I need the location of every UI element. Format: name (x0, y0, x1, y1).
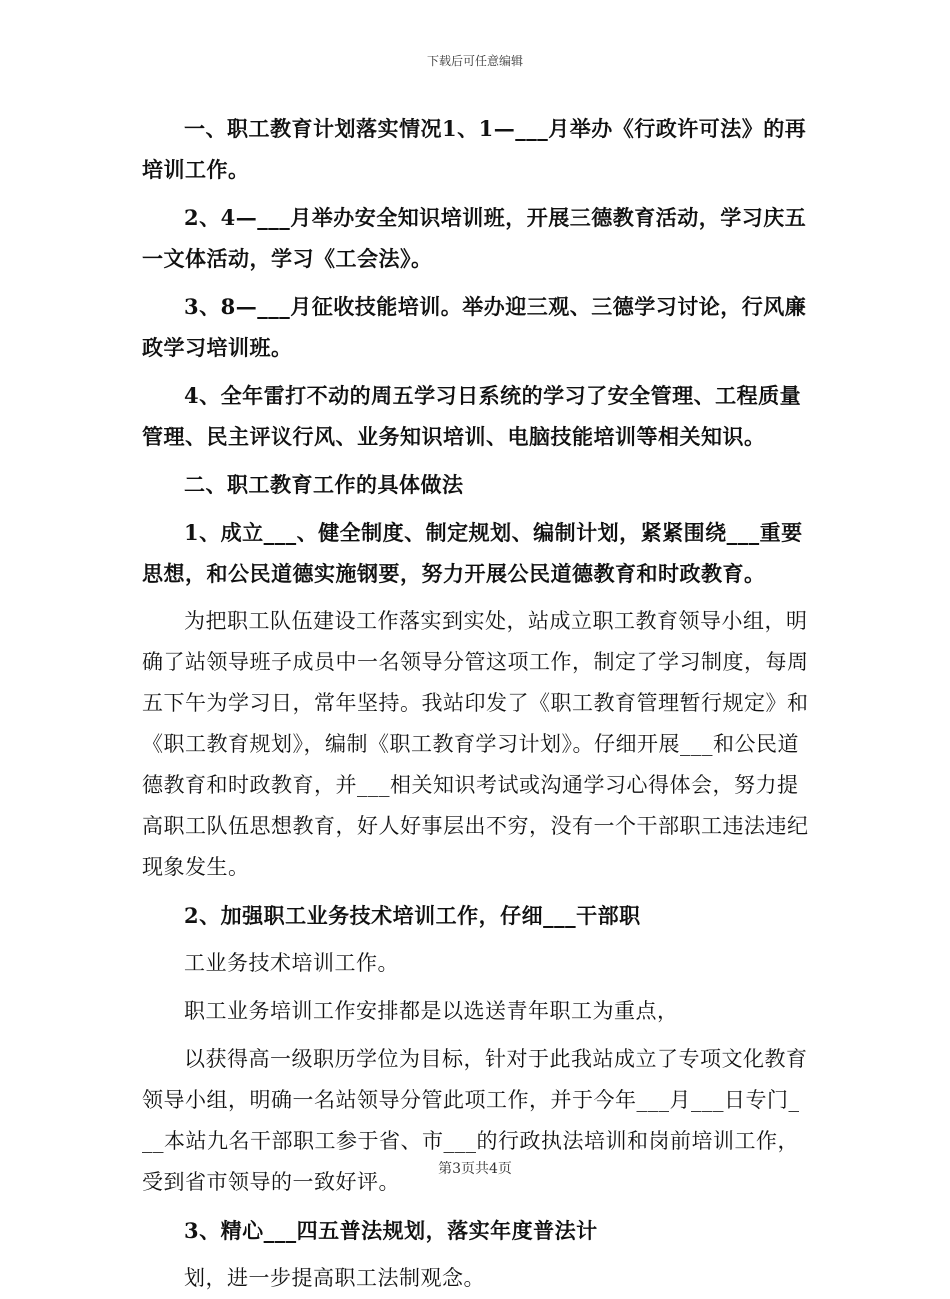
paragraph-practice-2-body-b: 以获得高一级职历学位为目标，针对于此我站成立了专项文化教育领导小组，明确一名站领导分管此项工作，并于今年___月___日专门___本站九名干部职工参于省、市___的行政执法培训和岗前培训工作，受到省市领导的一致好评。 (142, 1047, 808, 1194)
paragraph-practice-3-cont: 划，进一步提高职工法制观念。 (184, 1266, 485, 1290)
paragraph-section-1-item-1: 一、职工教育计划落实情况1、1—___月举办《行政许可法》的再培训工作。 (142, 116, 807, 182)
paragraph-practice-1-body: 为把职工队伍建设工作落实到实处，站成立职工教育领导小组，明确了站领导班子成员中一名领导分管这项工作，制定了学习制度，每周五下午为学习日，常年坚持。我站印发了《职工教育管理暂行规定》和《职工教育规划》，编制《职工教育学习计划》。仔细开展___和公民道德教育和时政教育，并___相关知识考试或沟通学习心得体会，努力提高职工队伍思想教育，好人好事层出不穷，没有一个干部职工违法违纪现象发生。 (142, 609, 809, 879)
paragraph-item-4: 4、全年雷打不动的周五学习日系统的学习了安全管理、工程质量管理、民主评议行风、业务知识培训、电脑技能培训等相关知识。 (142, 383, 802, 449)
page-footer: 第3页共4页 (438, 1161, 512, 1177)
paragraph-practice-2-cont: 工业务技术培训工作。 (184, 951, 399, 975)
paragraph-item-3: 3、8—___月征收技能培训。举办迎三观、三德学习讨论，行风廉政学习培训班。 (142, 294, 807, 360)
paragraph-practice-3: 3、精心___四五普法规划，落实年度普法计 (184, 1218, 598, 1243)
paragraph-item-2: 2、4—___月举办安全知识培训班，开展三德教育活动，学习庆五一文体活动，学习《工会法》。 (142, 205, 807, 271)
paragraph-practice-1: 1、成立___、健全制度、制定规划、编制计划，紧紧围绕___重要思想，和公民道德实施钢要，努力开展公民道德教育和时政教育。 (142, 520, 803, 586)
paragraph-practice-2-body-a: 职工业务培训工作安排都是以选送青年职工为重点， (184, 999, 679, 1023)
document-body (142, 108, 810, 1299)
section-heading-2: 二、职工教育工作的具体做法 (184, 472, 464, 497)
paragraph-practice-2: 2、加强职工业务技术培训工作，仔细___干部职 (184, 903, 641, 928)
page-header: 下载后可任意编辑 (426, 54, 523, 68)
